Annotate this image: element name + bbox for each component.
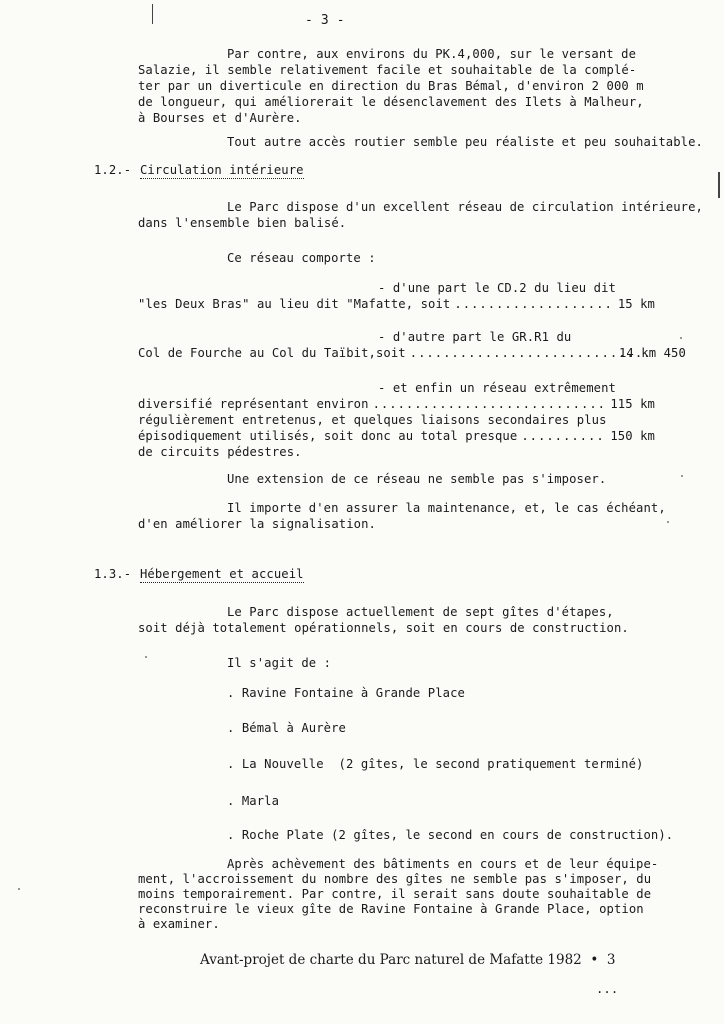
network-item-row [138, 346, 655, 360]
dot-leader [410, 346, 651, 360]
dot-leader [454, 297, 613, 311]
page-number: - 3 - [305, 13, 345, 28]
network-item-intro: - d'une part le CD.2 du lieu dit [378, 281, 616, 295]
paragraph-line: Il importe d'en assurer la maintenance, et, le cas échéant, [227, 501, 666, 515]
network-item-intro: - d'autre part le GR.R1 du [378, 330, 572, 344]
paragraph-line: à examiner. [138, 917, 220, 931]
network-item-text: Col de Fourche au Col du Taïbit,soit [138, 346, 406, 360]
network-item-row [138, 397, 655, 411]
network-item-row [138, 297, 655, 311]
dot-leader [373, 397, 607, 411]
list-item: . Marla [227, 794, 280, 808]
scan-speck [18, 888, 20, 890]
network-item-value: 150 km [610, 429, 655, 443]
network-item-text: régulièrement entretenus, et quelques liaisons secondaires plus [138, 413, 607, 427]
intro-conclusion: Tout autre accès routier semble peu réaliste et peu souhaitable. [227, 135, 703, 149]
intro-line: Salazie, il semble relativement facile et souhaitable de la complé- [138, 63, 637, 77]
paragraph-line: Le Parc dispose actuellement de sept gîtes d'étapes, [227, 605, 614, 619]
paragraph-line: reconstruire le vieux gîte de Ravine Fontaine à Grande Place, option [138, 902, 644, 916]
paragraph-line: moins temporairement. Par contre, il serait sans doute souhaitable de [138, 887, 652, 901]
list-item: . Roche Plate (2 gîtes, le second en cours de construction). [227, 828, 674, 842]
section-title: Hébergement et accueil [140, 567, 304, 581]
section-heading [140, 163, 304, 177]
paragraph-line: Après achèvement des bâtiments en cours et de leur équipe- [227, 857, 659, 871]
section-title: Circulation intérieure [140, 163, 304, 177]
intro-line: à Bourses et d'Aurère. [138, 111, 302, 125]
scan-speck [680, 337, 682, 339]
paragraph-line: soit déjà totalement opérationnels, soit en cours de construction. [138, 621, 629, 635]
network-item-value: 14 km 450 [619, 346, 686, 360]
intro-line: ter par un diverticule en direction du Bras Bémal, d'environ 2 000 m [138, 79, 644, 93]
scan-mark [718, 172, 720, 198]
paragraph-line: Une extension de ce réseau ne semble pas s'imposer. [227, 472, 607, 486]
network-item-value: 15 km [617, 297, 655, 311]
section-heading [140, 567, 304, 581]
scan-speck [681, 475, 683, 477]
network-item-intro: - et enfin un réseau extrêmement [378, 381, 616, 395]
paragraph-line: Ce réseau comporte : [227, 251, 376, 265]
paragraph-line: dans l'ensemble bien balisé. [138, 216, 347, 230]
scan-speck [145, 656, 147, 658]
scan-mark [152, 4, 153, 24]
paragraph-line: ment, l'accroissement du nombre des gîtes ne semble pas s'imposer, du [138, 872, 652, 886]
network-item-text: épisodiquement utilisés, soit donc au total presque [138, 429, 518, 443]
section-number: 1.2.- [94, 163, 132, 177]
network-item-text: "les Deux Bras" au lieu dit "Mafatte, soit [138, 297, 451, 311]
list-item: . Bémal à Aurère [227, 721, 346, 735]
section-number: 1.3.- [94, 567, 132, 581]
dot-leader [521, 429, 606, 443]
list-item: . La Nouvelle (2 gîtes, le second pratiquement terminé) [227, 757, 644, 771]
scan-speck [667, 521, 669, 523]
paragraph-line: d'en améliorer la signalisation. [138, 517, 376, 531]
paragraph-line: Il s'agit de : [227, 656, 332, 670]
network-item-text: de circuits pédestres. [138, 445, 302, 459]
network-item-row [138, 429, 655, 443]
intro-line: de longueur, qui améliorerait le désenclavement des Ilets à Malheur, [138, 95, 644, 109]
page-footer: Avant-projet de charte du Parc naturel de Mafatte 1982 • 3 [200, 952, 616, 968]
paragraph-line: Le Parc dispose d'un excellent réseau de circulation intérieure, [227, 200, 703, 214]
list-item: . Ravine Fontaine à Grande Place [227, 686, 465, 700]
continuation-marks: ... [596, 982, 619, 996]
intro-line: Par contre, aux environs du PK.4,000, sur le versant de [227, 47, 637, 61]
network-item-value: 115 km [610, 397, 655, 411]
network-item-text: diversifié représentant environ [138, 397, 369, 411]
